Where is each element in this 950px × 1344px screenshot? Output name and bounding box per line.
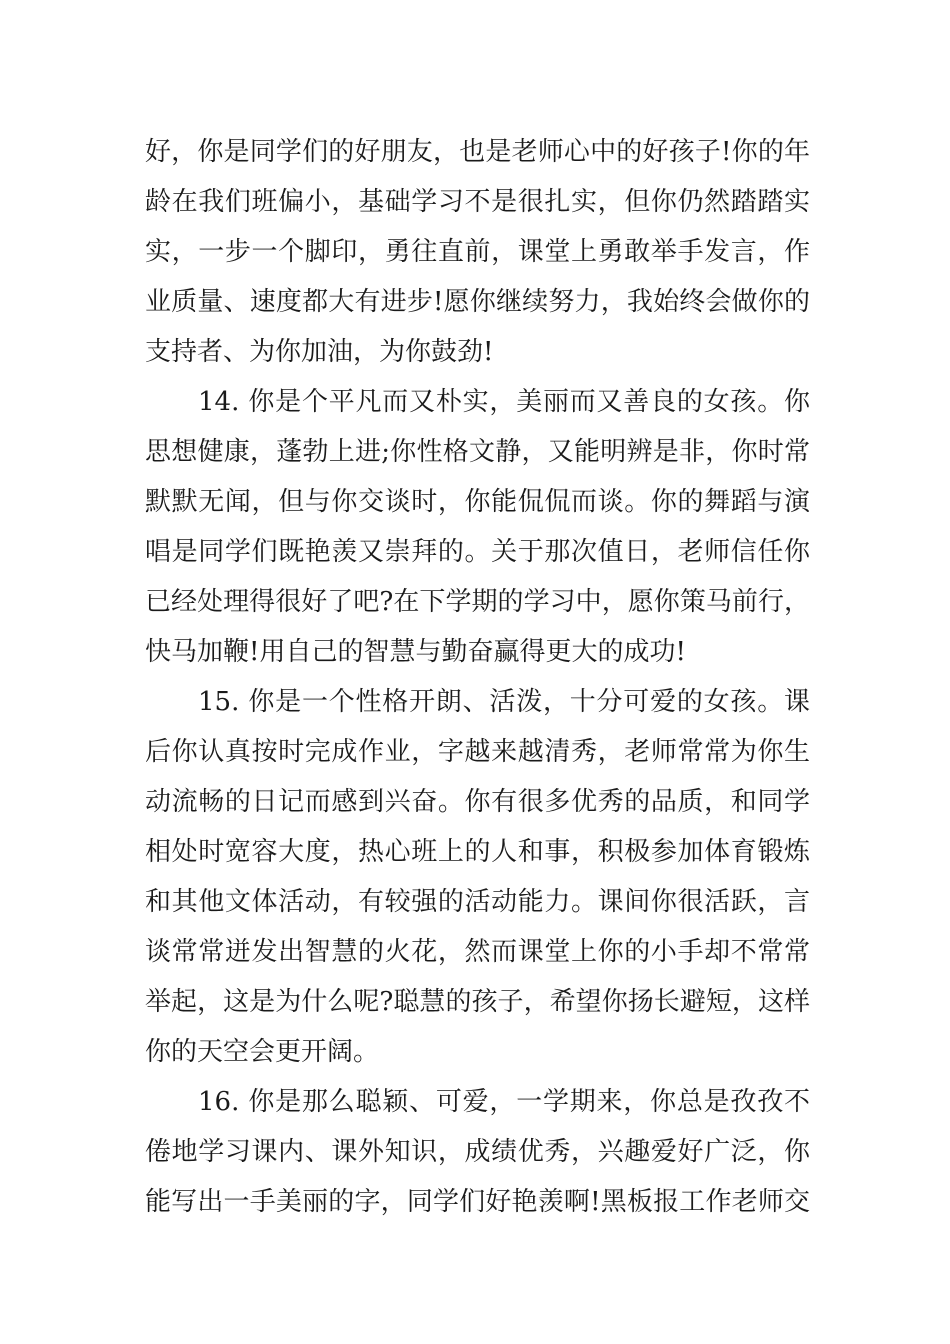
text-line: 支持者、为你加油，为你鼓劲! (145, 337, 494, 367)
text-line: 思想健康，蓬勃上进;你性格文静，又能明辨是非，你时常 (145, 437, 810, 467)
text-line: 唱是同学们既艳羡又崇拜的。关于那次值日，老师信任你 (145, 537, 810, 567)
document-body (145, 127, 810, 1227)
text-line: 好，你是同学们的好朋友，也是老师心中的好孩子!你的年 (145, 137, 810, 167)
text-line: 默默无闻，但与你交谈时，你能侃侃而谈。你的舞蹈与演 (145, 487, 810, 517)
text-line: 谈常常迸发出智慧的火花，然而课堂上你的小手却不常常 (145, 937, 810, 967)
text-line: 能写出一手美丽的字，同学们好艳羡啊!黑板报工作老师交 (145, 1187, 810, 1217)
paragraph-16-first-line: 16. 你是那么聪颖、可爱，一学期来，你总是孜孜不 (198, 1087, 810, 1117)
text-line: 倦地学习课内、课外知识，成绩优秀，兴趣爱好广泛，你 (145, 1137, 810, 1167)
paragraph-14-first-line: 14. 你是个平凡而又朴实，美丽而又善良的女孩。你 (198, 387, 810, 417)
text-line: 业质量、速度都大有进步!愿你继续努力，我始终会做你的 (145, 287, 810, 317)
text-line: 和其他文体活动，有较强的活动能力。课间你很活跃，言 (145, 887, 810, 917)
text-line: 相处时宽容大度，热心班上的人和事，积极参加体育锻炼 (145, 837, 810, 867)
text-line: 你的天空会更开阔。 (145, 1037, 380, 1067)
text-line: 实，一步一个脚印，勇往直前，课堂上勇敢举手发言，作 (145, 237, 810, 267)
text-line: 快马加鞭!用自己的智慧与勤奋赢得更大的成功! (145, 637, 686, 667)
text-line: 举起，这是为什么呢?聪慧的孩子，希望你扬长避短，这样 (145, 987, 810, 1017)
text-line: 后你认真按时完成作业，字越来越清秀，老师常常为你生 (145, 737, 810, 767)
paragraph-15-first-line: 15. 你是一个性格开朗、活泼，十分可爱的女孩。课 (198, 687, 810, 717)
text-line: 龄在我们班偏小，基础学习不是很扎实，但你仍然踏踏实 (145, 187, 810, 217)
text-line: 动流畅的日记而感到兴奋。你有很多优秀的品质，和同学 (145, 787, 810, 817)
text-line: 已经处理得很好了吧?在下学期的学习中，愿你策马前行， (145, 587, 810, 617)
